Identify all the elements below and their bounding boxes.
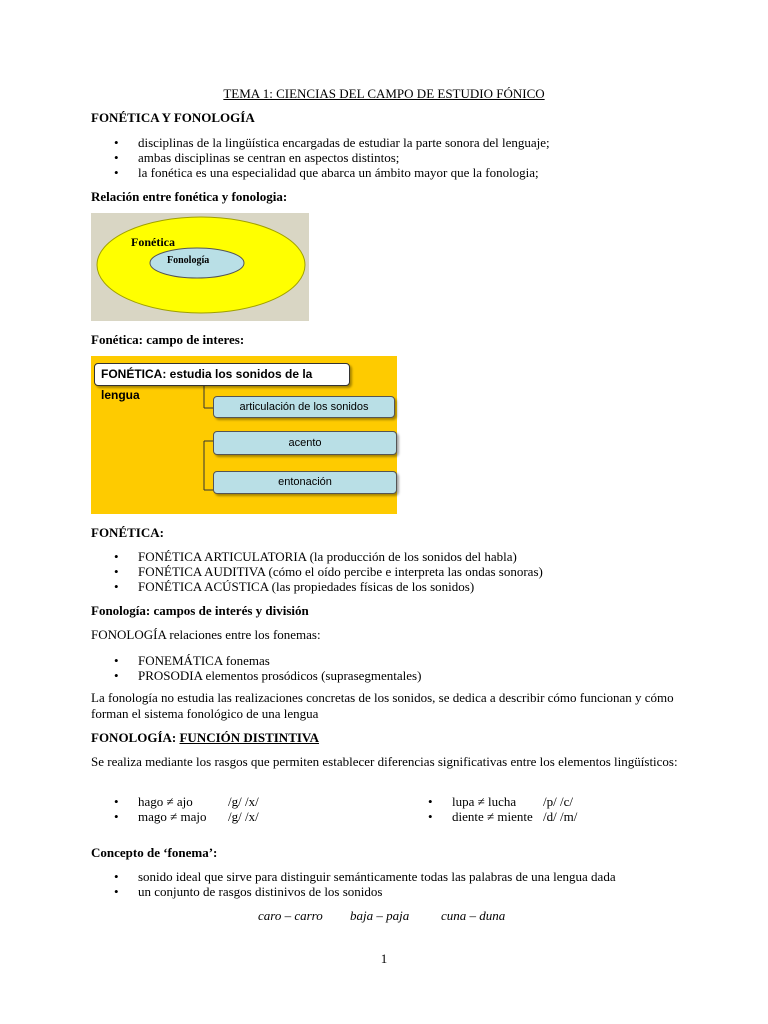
section-heading-relacion: Relación entre fonética y fonologia: — [91, 189, 288, 204]
list-item: • PROSODIA elementos prosódicos (suprasegmentales) — [91, 668, 421, 683]
relation-diagram-svg — [91, 213, 309, 321]
list-item: • la fonética es una especialidad que abarca un ámbito mayor que la fonologia; — [91, 165, 550, 180]
fonetica-tree-diagram — [91, 356, 397, 514]
fonetica-ellipse-label: Fonética — [131, 235, 175, 249]
section-heading-fonologia: Fonología: campos de interés y división — [91, 603, 309, 618]
concepto-bullet-list — [91, 869, 616, 899]
example-phonemes: /g/ /x/ — [228, 809, 259, 824]
example-phonemes: /g/ /x/ — [228, 794, 259, 809]
fonologia-intro: FONOLOGÍA relaciones entre los fonemas: — [91, 627, 321, 642]
section1-bullet-list — [91, 135, 550, 180]
list-item: • un conjunto de rasgos distinivos de los sonidos — [91, 884, 616, 899]
tree-child-entonacion: entonación — [213, 471, 397, 494]
funcion-paragraph: Se realiza mediante los rasgos que permiten establecer diferencias significativas entre los elementos lingüísticos: — [91, 754, 678, 769]
list-item: • FONÉTICA ARTICULATORIA (la producción de los sonidos del habla) — [91, 549, 543, 564]
relation-diagram — [91, 213, 309, 321]
example-phonemes: /p/ /c/ — [543, 794, 573, 809]
bullet-glyph: • — [114, 794, 119, 809]
list-item: • ambas disciplinas se centran en aspectos distintos; — [91, 150, 550, 165]
example-pair: mago ≠ majo — [138, 809, 207, 824]
list-item: • disciplinas de la lingüística encargadas de estudiar la parte sonora del lenguaje; — [91, 135, 550, 150]
section-heading-fonetica: FONÉTICA: — [91, 525, 164, 540]
example-pair: lupa ≠ lucha — [452, 794, 517, 809]
document-title: TEMA 1: CIENCIAS DEL CAMPO DE ESTUDIO FÓNICO — [223, 86, 545, 101]
fonologia-ellipse-label: Fonología — [167, 255, 210, 266]
example-pair: diente ≠ miente — [452, 809, 533, 824]
tree-root-box: FONÉTICA: estudia los sonidos de la lengua — [94, 363, 350, 386]
heading-underlined: FUNCIÓN DISTINTIVA — [179, 730, 320, 745]
list-item: • sonido ideal que sirve para distinguir semánticamente todas las palabras de una lengua dada — [91, 869, 616, 884]
section-heading-fonetica-fonologia: FONÉTICA Y FONOLOGÍA — [91, 110, 255, 125]
fonologia-bullet-list — [91, 653, 421, 683]
tree-child-acento: acento — [213, 431, 397, 455]
heading-prefix: FONOLOGÍA: — [91, 730, 180, 745]
list-item: • FONÉTICA ACÚSTICA (las propiedades físicas de los sonidos) — [91, 579, 543, 594]
minimal-pair: caro – carro — [258, 908, 323, 923]
list-item: • FONEMÁTICA fonemas — [91, 653, 421, 668]
minimal-pair: cuna – duna — [441, 908, 506, 923]
list-item: • FONÉTICA AUDITIVA (cómo el oído percibe e interpreta las ondas sonoras) — [91, 564, 543, 579]
bullet-glyph: • — [114, 809, 119, 824]
example-phonemes: /d/ /m/ — [543, 809, 578, 824]
section-heading-campo-interes: Fonética: campo de interes: — [91, 332, 245, 347]
section-heading-concepto-fonema: Concepto de ‘fonema’: — [91, 845, 218, 860]
example-pair: hago ≠ ajo — [138, 794, 193, 809]
bullet-glyph: • — [428, 794, 433, 809]
fonetica-bullet-list — [91, 549, 543, 594]
fonologia-paragraph: La fonología no estudia las realizaciones concretas de los sonidos, se dedica a describir cómo funcionan y cómo forman el sistema fonológico de una lengua — [91, 690, 674, 721]
minimal-pair: baja – paja — [350, 908, 410, 923]
bullet-glyph: • — [428, 809, 433, 824]
page-number: 1 — [380, 951, 388, 966]
section-heading-funcion-distintiva — [91, 730, 319, 746]
tree-child-articulacion: articulación de los sonidos — [213, 396, 395, 418]
